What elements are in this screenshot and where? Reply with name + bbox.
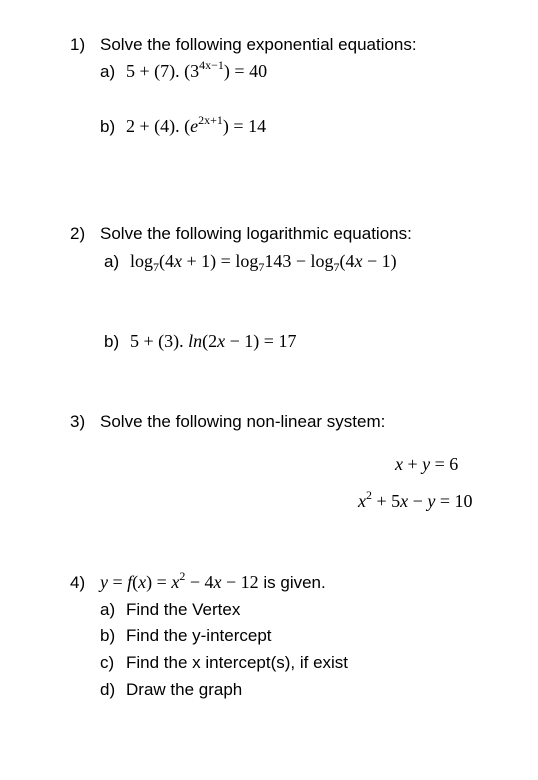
- q3-heading: [70, 413, 385, 430]
- q4c-label: c): [100, 653, 115, 672]
- q4c-item: [100, 654, 348, 671]
- q2a-label: a): [104, 252, 120, 271]
- q3-eq1: x + y = 6: [395, 454, 459, 474]
- q4b-item: [100, 627, 272, 644]
- q2a-equation: $\log_7(4x + 1) = \log_7143 - \log_7(4x - 1)$: [130, 251, 397, 274]
- q2-number: 2): [70, 224, 86, 243]
- q1a-line: [100, 58, 268, 81]
- q4-function: $y = f(x) = x^2 - 4x - 12$: [100, 569, 259, 592]
- q1b-equation: 2 + (4). $(e^{2x+1}) = 14$: [126, 113, 267, 136]
- q2-title: Solve the following logarithmic equations:: [100, 224, 412, 243]
- q3-number: 3): [70, 412, 86, 431]
- q4-number: 4): [70, 573, 86, 592]
- q4d-text: Draw the graph: [126, 680, 243, 699]
- q3-title: Solve the following non-linear system:: [100, 412, 386, 431]
- q1a-label: a): [100, 62, 116, 81]
- q2a-line: [104, 251, 397, 274]
- q2b-line: [104, 332, 296, 351]
- q4c-text: Find the x intercept(s), if exist: [126, 653, 349, 672]
- q1-number: 1): [70, 35, 86, 54]
- q4-heading: [70, 569, 326, 592]
- q1a-equation: 5 + (7). $(3^{4x-1}) = 40$: [126, 58, 268, 81]
- q4-given: is given.: [258, 573, 326, 592]
- q2-heading: [70, 225, 412, 242]
- q4a-item: [100, 601, 240, 618]
- q1-title: Solve the following exponential equations:: [100, 35, 417, 54]
- q4d-item: [100, 681, 242, 698]
- q3-eq2: $x^2 + 5x - y = 10$: [358, 488, 473, 511]
- q1-heading: [70, 36, 417, 53]
- q2b-label: b): [104, 332, 120, 351]
- q1b-label: b): [100, 117, 116, 136]
- q4b-label: b): [100, 626, 116, 645]
- q2b-equation: 5 + (3). ln(2x − 1) = 17: [130, 331, 297, 351]
- q4a-text: Find the Vertex: [126, 600, 241, 619]
- q4d-label: d): [100, 680, 116, 699]
- q4a-label: a): [100, 600, 116, 619]
- q4b-text: Find the y-intercept: [126, 626, 272, 645]
- q1b-line: [100, 113, 267, 136]
